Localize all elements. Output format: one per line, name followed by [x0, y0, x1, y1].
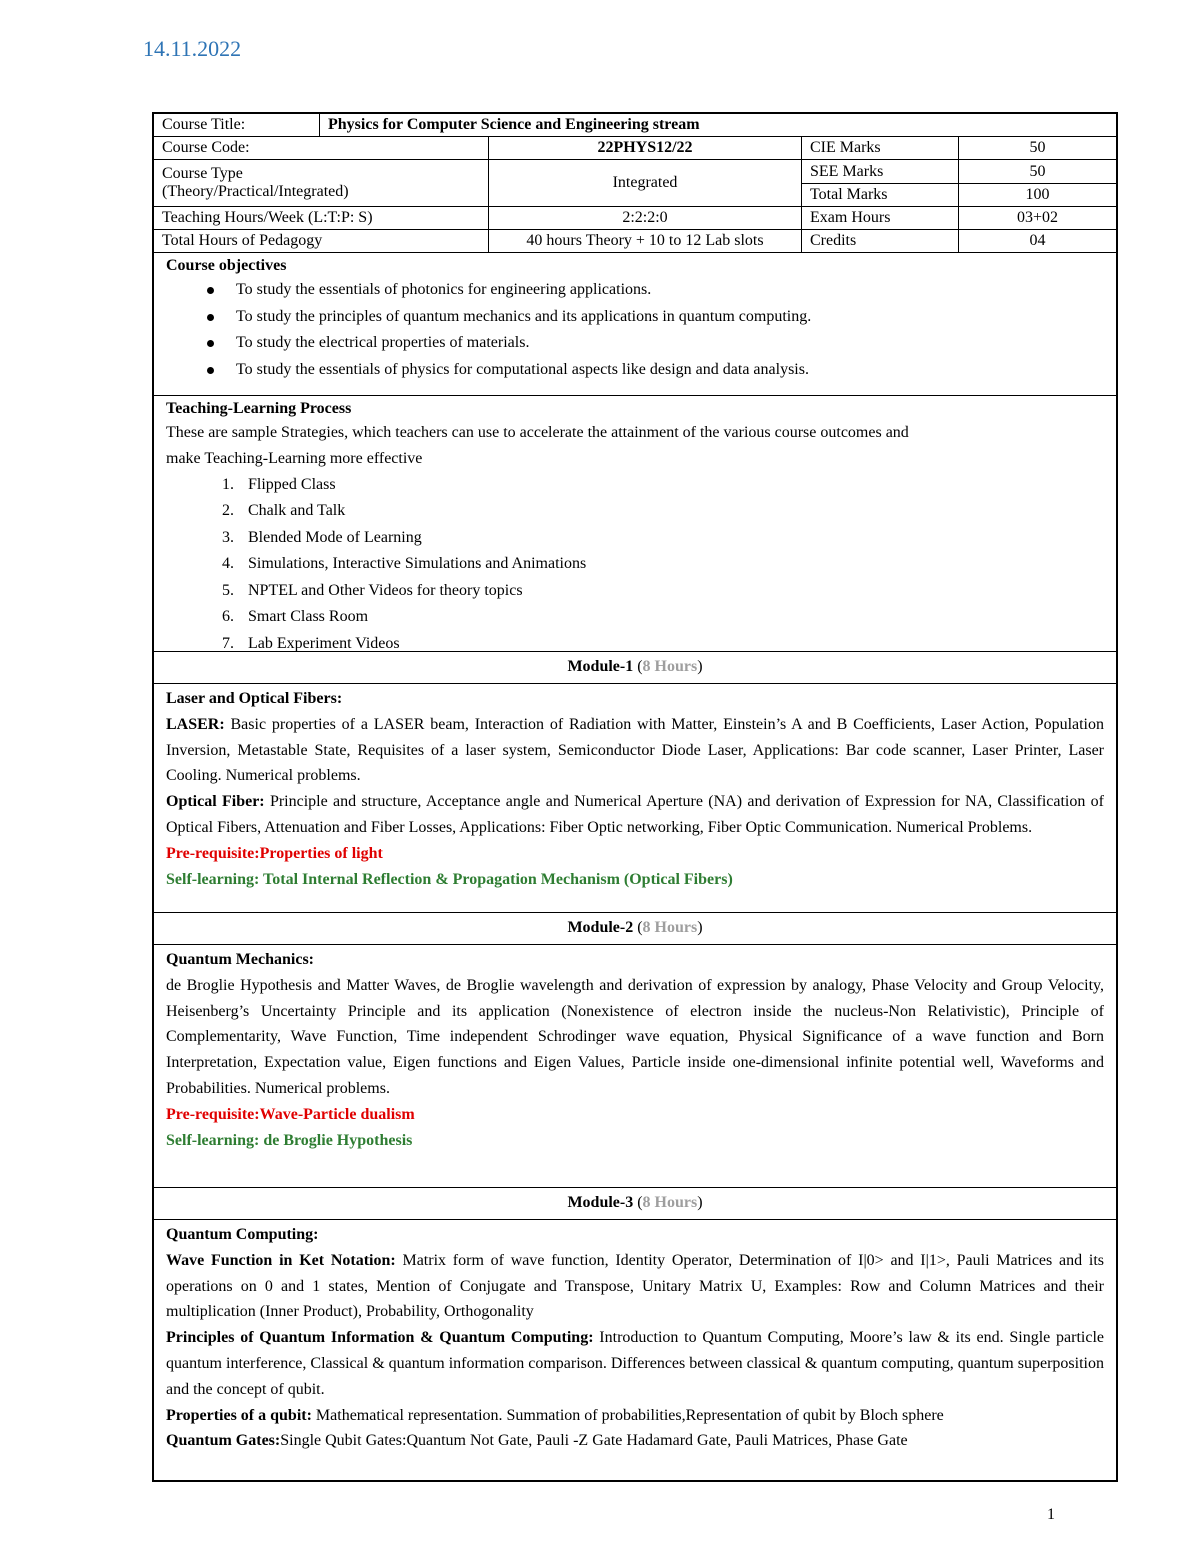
list-item	[166, 330, 1104, 357]
list-item	[166, 525, 1104, 552]
module1-content	[154, 684, 1116, 913]
laser-label: LASER:	[166, 715, 225, 733]
bullet-icon	[166, 357, 236, 384]
module1-heading: Laser and Optical Fibers:	[166, 690, 343, 707]
module3-title: Module-3	[567, 1194, 634, 1211]
objective-text: To study the essentials of photonics for engineering applications.	[236, 281, 652, 298]
page-number: 1	[1047, 1506, 1055, 1523]
total-marks-row	[802, 184, 1116, 206]
list-item	[166, 304, 1104, 331]
pedagogy-label: Total Hours of Pedagogy	[154, 230, 489, 252]
see-marks-row	[802, 160, 1116, 184]
module2-title: Module-2	[567, 919, 634, 936]
tlp-item: Lab Experiment Videos	[248, 634, 400, 652]
course-type-label-line2: (Theory/Practical/Integrated)	[162, 183, 349, 200]
tlp-intro-line1: These are sample Strategies, which teachers can use to accelerate the attainment of the various course outcomes and	[166, 424, 909, 441]
teaching-hours-label: Teaching Hours/Week (L:T:P: S)	[154, 207, 489, 229]
module1-header: Module-1 (8 Hours)	[154, 652, 1116, 684]
list-number: 4.	[222, 555, 234, 573]
module3-principles-paragraph	[166, 1325, 1104, 1402]
module1-prerequisite: Pre-requisite:Properties of light	[166, 844, 383, 862]
list-item	[166, 472, 1104, 499]
tlp-item: Flipped Class	[248, 475, 336, 493]
module3-hours: 8 Hours	[642, 1194, 698, 1211]
credits-label: Credits	[802, 230, 959, 252]
list-item	[166, 498, 1104, 525]
pedagogy-row	[154, 230, 1116, 253]
list-item	[166, 277, 1104, 304]
list-number: 7.	[222, 634, 234, 652]
teaching-hours-row	[154, 207, 1116, 230]
module2-hours: 8 Hours	[642, 919, 698, 936]
objective-text: To study the electrical properties of materials.	[236, 334, 530, 351]
objective-text: To study the essentials of physics for computational aspects like design and data analysis.	[236, 360, 809, 378]
see-marks-label: SEE Marks	[802, 160, 959, 183]
pedagogy-value: 40 hours Theory + 10 to 12 Lab slots	[489, 230, 802, 252]
course-code-row	[154, 137, 1116, 160]
course-type-value: Integrated	[489, 160, 802, 206]
module1-hours: 8 Hours	[642, 658, 698, 675]
module1-fiber-paragraph	[166, 789, 1104, 841]
module2-text: de Broglie Hypothesis and Matter Waves, de Broglie wavelength and derivation of expression by analogy, Phase Velocity and Group Velocity, Heisenberg’s Uncertainty Principle and its application (Nonexistence of electron inside the nucleus-Non Relativistic), Principle of Complementarity, Wave Function, Time independent Schrodinger wave equation, Physical Significance of a wave function and Born Interpretation, Expectation value, Eigen functions and Eigen Values, Particle inside one-dimensional infinite potential well, Waveforms and Probabilities. Numerical problems.	[166, 976, 1104, 1097]
objectives-list	[166, 277, 1104, 383]
list-number: 6.	[222, 608, 234, 626]
marks-subgrid	[802, 160, 1116, 206]
tlp-item: Smart Class Room	[248, 608, 369, 626]
principles-text: Introduction to Quantum Computing, Moore’s law & its end. Single particle quantum interference, Classical & quantum information comparison. Differences between classical & quantum computing, quantum superposition and the concept of qubit.	[166, 1329, 1105, 1398]
list-item	[166, 578, 1104, 605]
document-date: 14.11.2022	[143, 36, 242, 61]
course-title-row	[154, 114, 1116, 137]
total-marks-label: Total Marks	[802, 184, 959, 206]
cie-marks-label: CIE Marks	[802, 137, 959, 159]
ket-text: Matrix form of wave function, Identity Operator, Determination of I|0> and I|1>, Pauli Matrices and its operations on 0 and 1 states, Mention of Conjugate and Transpose, Unitary Matrix U, Examples: Row and Column Matrices and their multiplication (Inner Product), Probability, Orthogonality	[166, 1251, 1104, 1321]
tlp-intro-line2: make Teaching-Learning more effective	[166, 449, 423, 467]
fiber-label: Optical Fiber:	[166, 793, 265, 811]
exam-hours-value: 03+02	[1016, 209, 1059, 226]
fiber-text: Principle and structure, Acceptance angle and Numerical Aperture (NA) and derivation of Expression for NA, Classification of Optical Fibers, Attenuation and Fiber Losses, Applications: Fiber Optic networking, Fiber Optic Communication. Numerical Problems.	[166, 793, 1104, 836]
qubit-label: Properties of a qubit:	[166, 1406, 312, 1424]
teaching-hours-value: 2:2:2:0	[489, 207, 802, 229]
course-type-label-line1: Course Type	[162, 165, 243, 182]
module2-self-learning: Self-learning: de Broglie Hypothesis	[166, 1131, 413, 1149]
tlp-list	[166, 472, 1104, 658]
bullet-icon	[166, 277, 236, 304]
bullet-icon	[166, 330, 236, 357]
module3-heading: Quantum Computing:	[166, 1226, 319, 1243]
tlp-heading: Teaching-Learning Process	[166, 400, 352, 417]
see-marks-value: 50	[1029, 162, 1046, 180]
cie-marks-value: 50	[1029, 139, 1046, 156]
ket-label: Wave Function in Ket Notation:	[166, 1251, 396, 1269]
module2-heading: Quantum Mechanics:	[166, 951, 314, 968]
list-number: 1.	[222, 475, 234, 493]
list-item	[166, 357, 1104, 384]
course-type-row	[154, 160, 1116, 207]
module3-ket-paragraph	[166, 1248, 1104, 1325]
course-code-value: 22PHYS12/22	[489, 137, 802, 159]
list-number: 3.	[222, 528, 234, 546]
course-title-value: Physics for Computer Science and Engineering stream	[328, 116, 700, 133]
list-item	[166, 551, 1104, 578]
module3-gates-paragraph	[166, 1428, 1104, 1454]
laser-text: Basic properties of a LASER beam, Interaction of Radiation with Matter, Einstein’s A and B Coefficients, Laser Action, Population Inversion, Metastable State, Requisites of a laser system, Semiconductor Diode Laser, Applications: Bar code scanner, Laser Printer, Laser Cooling. Numerical problems.	[166, 715, 1104, 785]
course-objectives-heading: Course objectives	[166, 257, 287, 274]
bullet-icon	[166, 304, 236, 331]
list-number: 5.	[222, 581, 234, 599]
module1-laser-paragraph	[166, 712, 1104, 789]
gates-label: Quantum Gates:	[166, 1432, 281, 1450]
tlp-item: NPTEL and Other Videos for theory topics	[248, 581, 523, 599]
module3-qubit-paragraph	[166, 1403, 1104, 1429]
teaching-learning-section	[154, 396, 1116, 652]
course-table	[152, 112, 1118, 1482]
qubit-text: Mathematical representation. Summation of probabilities,Representation of qubit by Bloch sphere	[311, 1406, 944, 1424]
total-marks-value: 100	[1025, 186, 1050, 203]
course-code-label: Course Code:	[154, 137, 489, 159]
course-title-label: Course Title:	[154, 114, 320, 136]
module2-header: Module-2 (8 Hours)	[154, 913, 1116, 945]
tlp-item: Chalk and Talk	[248, 502, 346, 520]
tlp-item: Blended Mode of Learning	[248, 528, 422, 546]
credits-value: 04	[1029, 232, 1046, 249]
list-number: 2.	[222, 502, 234, 520]
course-objectives-section	[154, 253, 1116, 396]
list-item	[166, 604, 1104, 631]
module1-self-learning: Self-learning: Total Internal Reflection & Propagation Mechanism (Optical Fibers)	[166, 870, 733, 888]
module2-prerequisite: Pre-requisite:Wave-Particle dualism	[166, 1105, 415, 1123]
exam-hours-label: Exam Hours	[802, 207, 959, 229]
gates-text: Single Qubit Gates:Quantum Not Gate, Pauli -Z Gate Hadamard Gate, Pauli Matrices, Phase Gate	[280, 1432, 908, 1450]
module3-header: Module-3 (8 Hours)	[154, 1188, 1116, 1220]
objective-text: To study the principles of quantum mechanics and its applications in quantum computing.	[236, 307, 812, 325]
course-type-label	[154, 160, 489, 206]
module1-title: Module-1	[567, 658, 634, 675]
module3-content	[154, 1220, 1116, 1457]
principles-label: Principles of Quantum Information & Quantum Computing:	[166, 1329, 594, 1347]
tlp-item: Simulations, Interactive Simulations and Animations	[248, 555, 587, 573]
module2-content	[154, 945, 1116, 1188]
